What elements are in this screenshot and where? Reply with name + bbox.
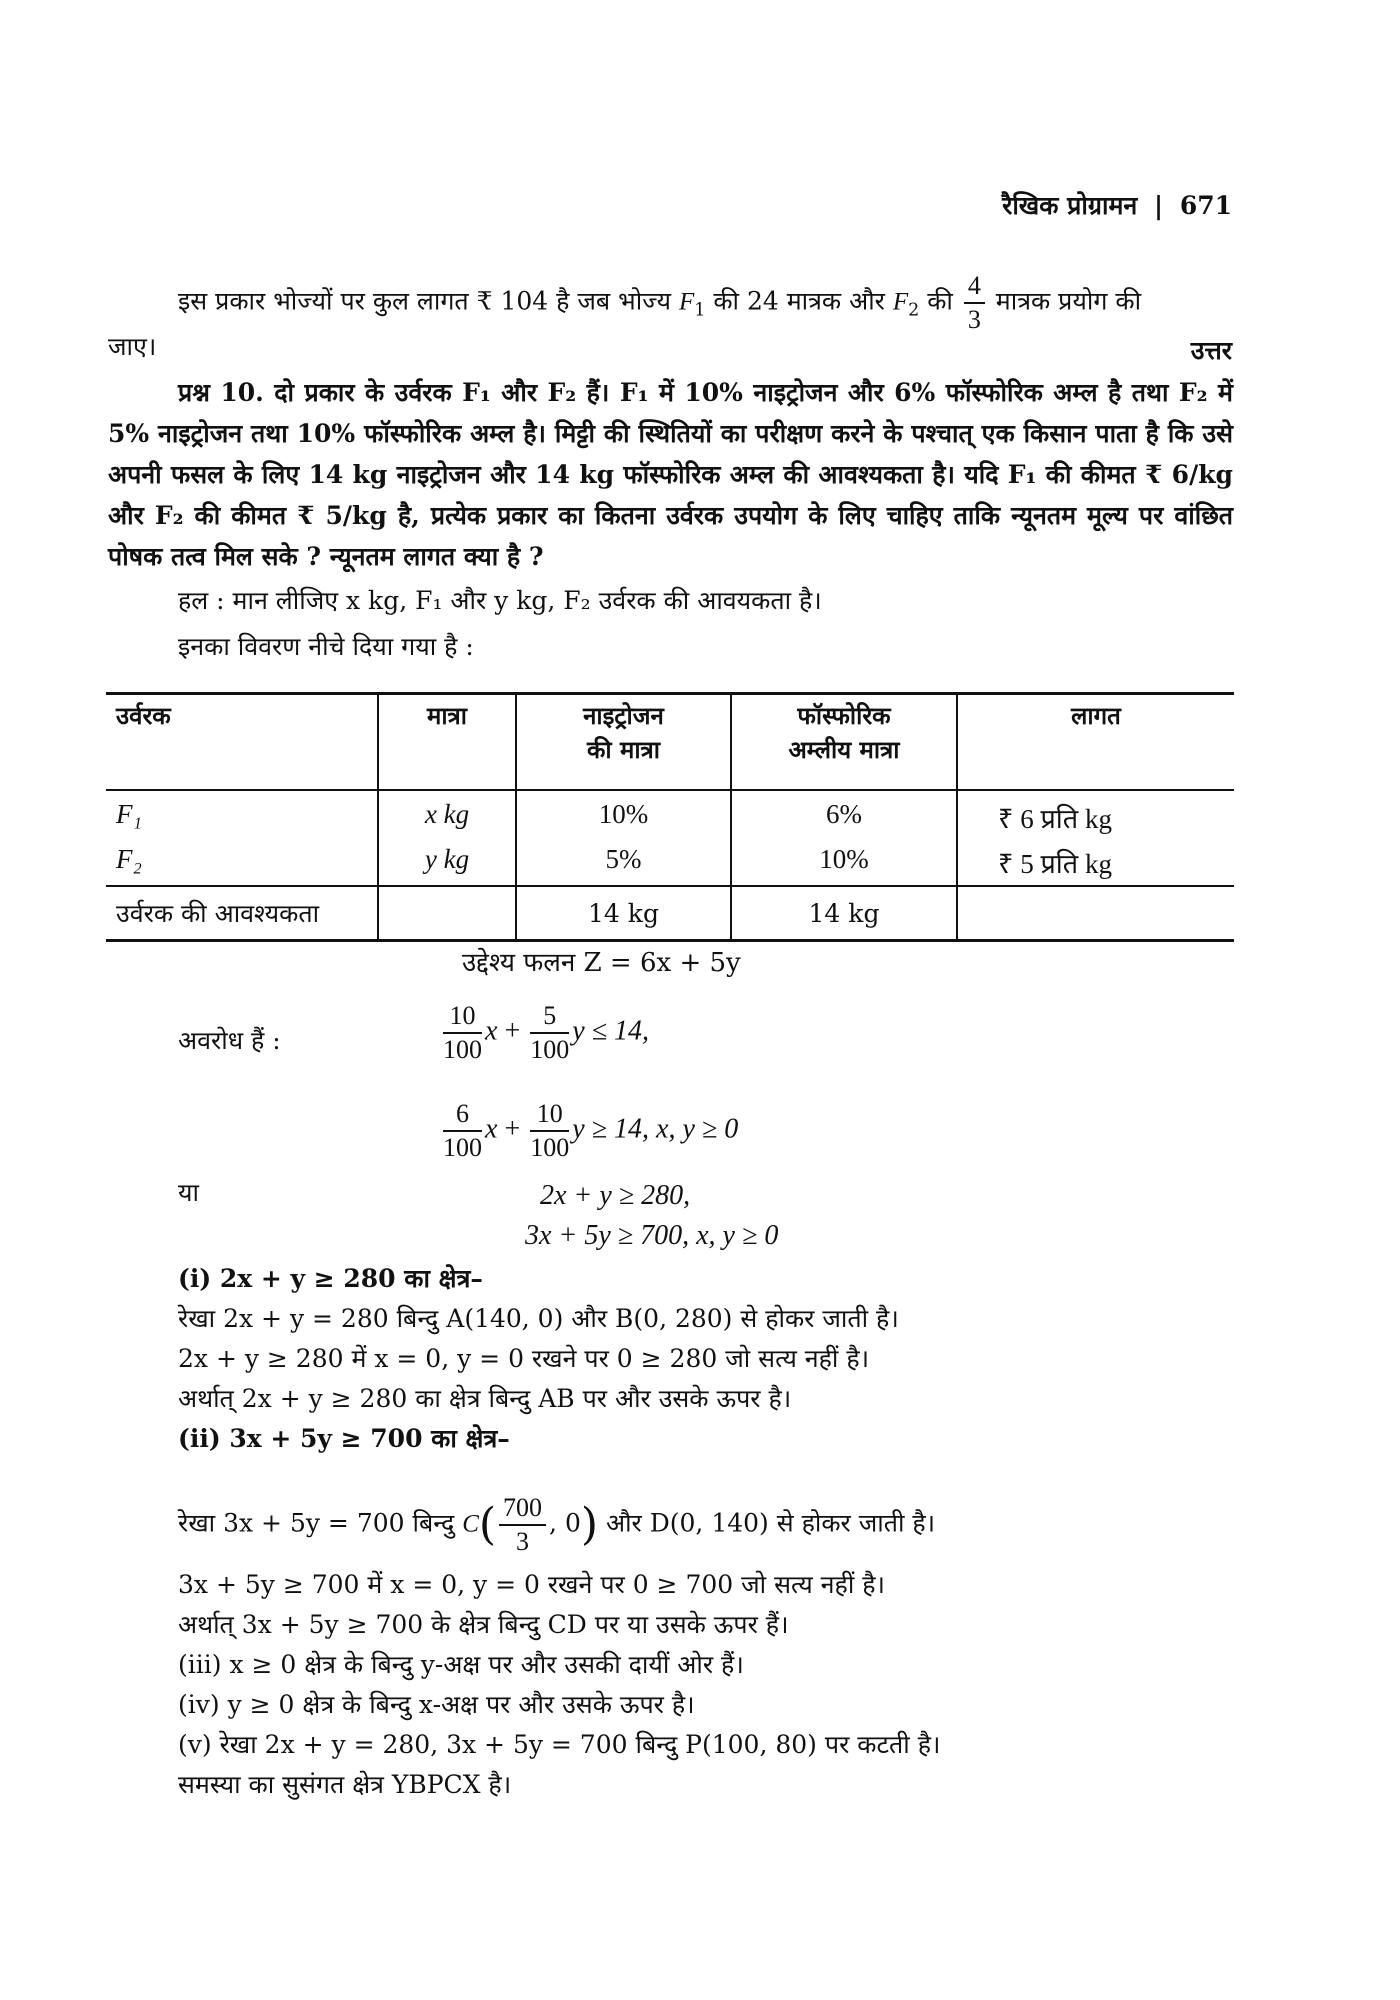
step-i-line-1: रेखा 2x + y = 280 बिन्दु A(140, 0) और B(0, 280) से होकर जाती है। [178,1304,899,1333]
answer-label: उत्तर [1190,336,1232,365]
table-cell: 10% [731,840,957,886]
table-row [106,790,1234,840]
step-i-line-3: अर्थात् 2x + y ≥ 280 का क्षेत्र बिन्दु AB पर और उसके ऊपर है। [178,1384,792,1413]
table-cell [957,886,1234,941]
table-cell: F₂ [106,840,378,886]
question-paragraph [108,372,1233,577]
table-header-cell: मात्रा [378,694,516,791]
table-cell: ₹ 6 प्रति kg [957,790,1234,840]
intro-line-2: जाए। [108,332,157,361]
fertilizer-table [106,692,1234,942]
step-vi: समस्या का सुसंगत क्षेत्र YBPCX है। [178,1770,512,1799]
objective-function: उद्देश्य फलन Z = 6x + 5y [462,948,741,978]
or-label: या [178,1178,199,1207]
step-i-line-2: 2x + y ≥ 280 में x = 0, y = 0 रखने पर 0 ≥ 280 जो सत्य नहीं है। [178,1344,870,1373]
table-header-cell: फॉस्फोरिक अम्लीय मात्रा [731,694,957,791]
constraint-2: $\frac{6}{100}$ x + $\frac{10}{100}$ y ≥ 14, x, y ≥ 0 [443,1099,739,1162]
table-cell: 14 kg [731,886,957,941]
intro-fraction: $\frac{4}{3}$ [964,270,985,336]
table-cell: 10% [516,790,731,840]
step-ii-line-2: 3x + 5y ≥ 700 में x = 0, y = 0 रखने पर 0 ≥ 700 जो सत्य नहीं है। [178,1570,886,1599]
table-cell: 5% [516,840,731,886]
simplified-constraint-1: 2x + y ≥ 280, [540,1180,691,1211]
running-header [1002,188,1232,222]
table-header-cell: लागत [957,694,1234,791]
table-cell: x kg [378,790,516,840]
table-cell: 14 kg [516,886,731,941]
step-ii-line-1: रेखा 3x + 5y = 700 बिन्दु C( $\frac{700}{3}$ , 0) और D(0, 140) से होकर जाती है। [178,1493,936,1556]
table-cell: y kg [378,840,516,886]
step-v: (v) रेखा 2x + y = 280, 3x + 5y = 700 बिन्दु P(100, 80) पर कटती है। [178,1730,941,1759]
table-row [106,840,1234,886]
table-header-cell: नाइट्रोजन की मात्रा [516,694,731,791]
simplified-constraint-2: 3x + 5y ≥ 700, x, y ≥ 0 [525,1220,779,1251]
solution-line-2: इनका विवरण नीचे दिया गया है : [178,632,474,661]
table-cell: उर्वरक की आवश्यकता [106,886,378,941]
table-cell: ₹ 5 प्रति kg [957,840,1234,886]
constraints-label: अवरोध हैं : [178,1026,281,1055]
header-separator: | [1153,191,1164,220]
table-header-row [106,694,1234,791]
page-number: 671 [1179,191,1232,220]
intro-line-1: इस प्रकार भोज्यों पर कुल लागत ₹ 104 है जब भोज्य $F_1$ की 24 मात्रक और $F_2$ की $\frac{4}{3}$ मात्रक प्रयोग की [178,271,1142,334]
step-iii: (iii) x ≥ 0 क्षेत्र के बिन्दु y-अक्ष पर और उसकी दायीं ओर हैं। [178,1650,744,1679]
table-cell: 6% [731,790,957,840]
step-ii-heading: (ii) 3x + 5y ≥ 700 का क्षेत्र– [178,1424,510,1453]
step-ii-line-3: अर्थात् 3x + 5y ≥ 700 के क्षेत्र बिन्दु CD पर या उसके ऊपर हैं। [178,1610,789,1639]
solution-line-1: हल : मान लीजिए x kg, F₁ और y kg, F₂ उर्वरक की आवयकता है। [178,586,822,615]
table-header-cell: उर्वरक [106,694,378,791]
table-cell: F₁ [116,799,142,829]
table-cell [378,886,516,941]
constraint-1: $\frac{10}{100}$ x + $\frac{5}{100}$ y ≤ 14, [443,1001,650,1064]
question-label: प्रश्न 10. [178,378,264,407]
step-iv: (iv) y ≥ 0 क्षेत्र के बिन्दु x-अक्ष पर और उसके ऊपर है। [178,1690,695,1719]
table-requirement-row [106,886,1234,941]
step-i-heading: (i) 2x + y ≥ 280 का क्षेत्र– [178,1264,483,1293]
question-text: दो प्रकार के उर्वरक F₁ और F₂ हैं। F₁ में 10% नाइट्रोजन और 6% फॉस्फोरिक अम्ल है तथा F₂ में 5% नाइट्रोजन तथा 10% फॉस्फोरिक अम्ल है। मिट्टी की स्थितियों का परीक्षण करने के पश्चात् एक किसान पाता है कि उसे अपनी फसल के लिए 14 kg नाइट्रोजन और 14 kg फॉस्फोरिक अम्ल की आवश्यकता है। यदि F₁ की कीमत ₹ 6/kg और F₂ की कीमत ₹ 5/kg है, प्रत्येक प्रकार का कितना उर्वरक उपयोग के लिए चाहिए ताकि न्यूनतम मूल्य पर वांछित पोषक तत्व मिल सके ? न्यूनतम लागत क्या है ? [108,378,1233,571]
chapter-title: रैखिक प्रोग्रामन [1002,191,1138,220]
